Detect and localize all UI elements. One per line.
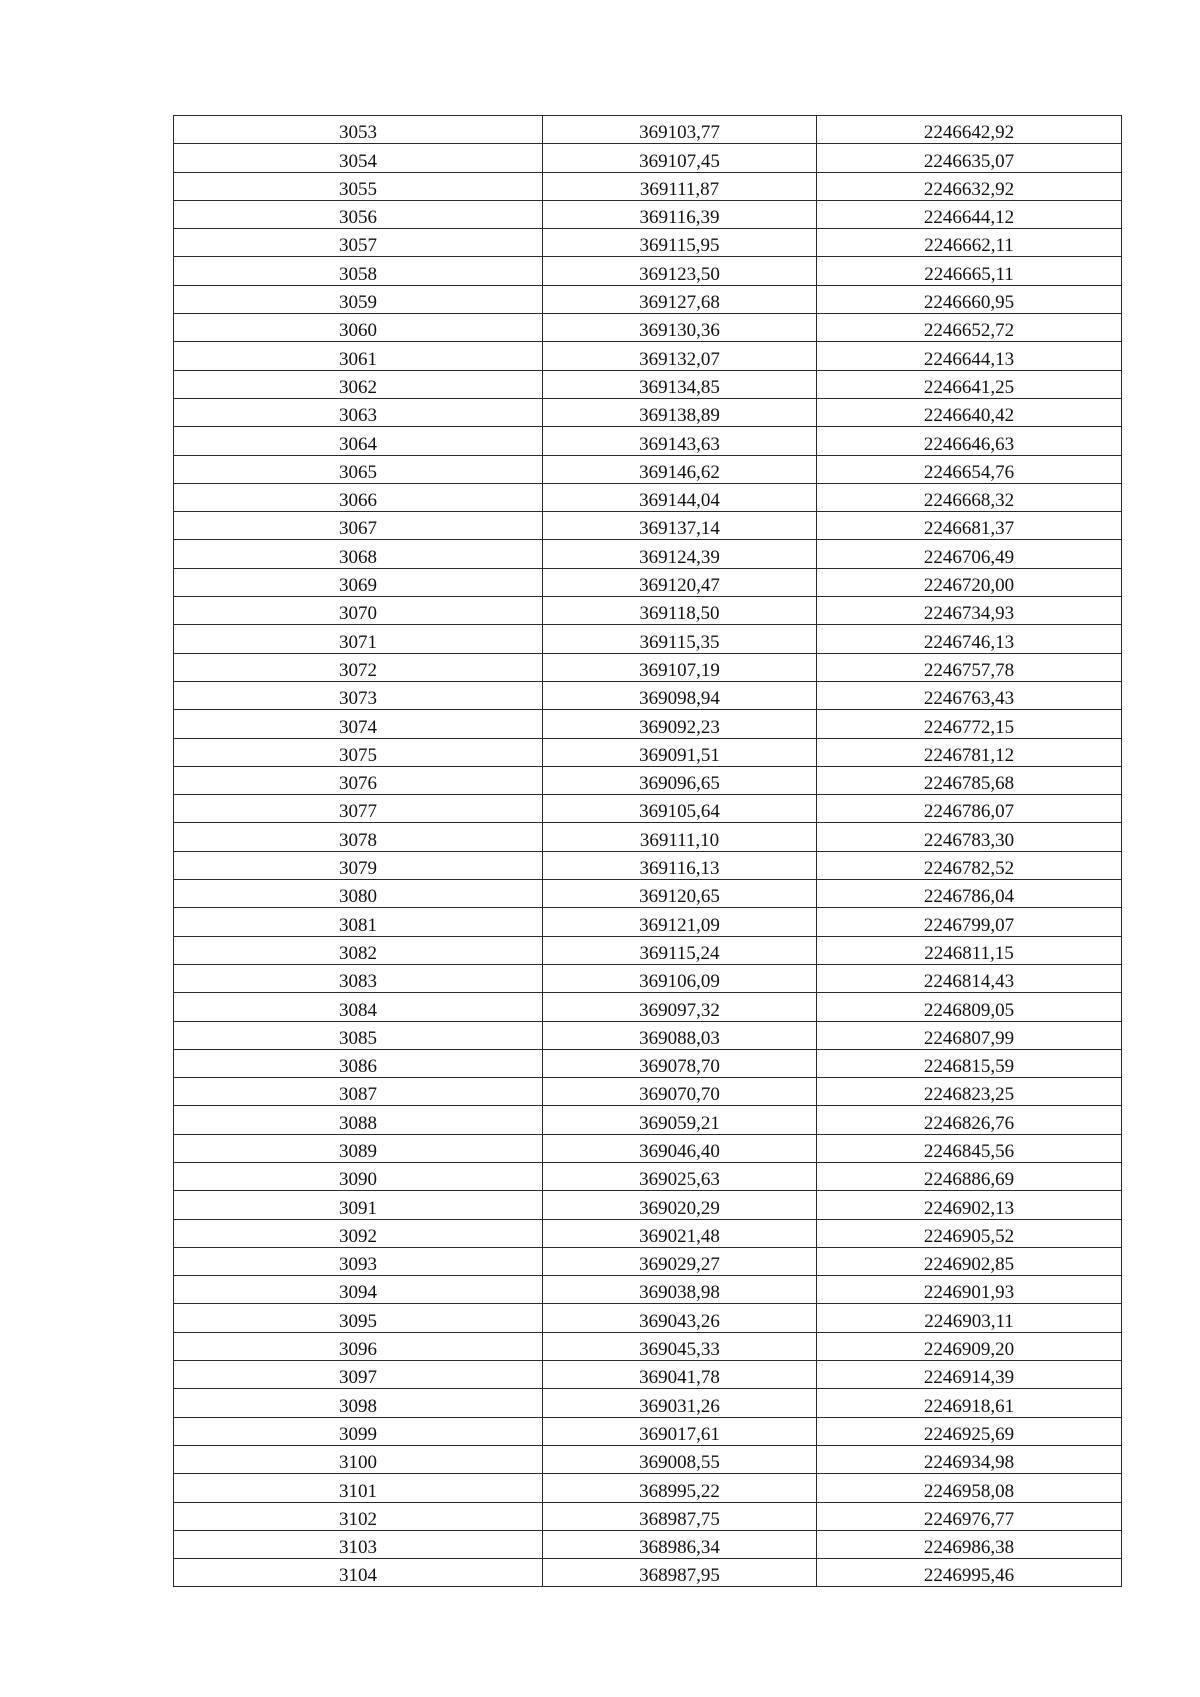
table-row [174, 625, 1122, 653]
y-coordinate-cell: 2246757,78 [817, 653, 1122, 681]
x-coordinate-cell: 369116,13 [543, 851, 817, 879]
x-coordinate-cell: 369078,70 [543, 1049, 817, 1077]
y-coordinate-cell: 2246681,37 [817, 512, 1122, 540]
x-coordinate-cell: 369146,62 [543, 455, 817, 483]
point-number-cell: 3080 [174, 880, 543, 908]
x-coordinate-cell: 369121,09 [543, 908, 817, 936]
y-coordinate-cell: 2246781,12 [817, 738, 1122, 766]
point-number-cell: 3104 [174, 1559, 543, 1587]
x-coordinate-cell: 369123,50 [543, 257, 817, 285]
point-number-cell: 3064 [174, 427, 543, 455]
table-row [174, 568, 1122, 596]
x-coordinate-cell: 369143,63 [543, 427, 817, 455]
y-coordinate-cell: 2246934,98 [817, 1445, 1122, 1473]
point-number-cell: 3056 [174, 200, 543, 228]
point-number-cell: 3069 [174, 568, 543, 596]
x-coordinate-cell: 369115,95 [543, 229, 817, 257]
table-row [174, 370, 1122, 398]
table-row [174, 795, 1122, 823]
y-coordinate-cell: 2246641,25 [817, 370, 1122, 398]
y-coordinate-cell: 2246995,46 [817, 1559, 1122, 1587]
y-coordinate-cell: 2246799,07 [817, 908, 1122, 936]
y-coordinate-cell: 2246662,11 [817, 229, 1122, 257]
y-coordinate-cell: 2246902,13 [817, 1191, 1122, 1219]
point-number-cell: 3085 [174, 1021, 543, 1049]
table-row [174, 1078, 1122, 1106]
table-row [174, 540, 1122, 568]
point-number-cell: 3091 [174, 1191, 543, 1219]
y-coordinate-cell: 2246905,52 [817, 1219, 1122, 1247]
point-number-cell: 3073 [174, 681, 543, 709]
table-row [174, 512, 1122, 540]
point-number-cell: 3084 [174, 993, 543, 1021]
x-coordinate-cell: 369103,77 [543, 116, 817, 144]
point-number-cell: 3076 [174, 766, 543, 794]
x-coordinate-cell: 369041,78 [543, 1361, 817, 1389]
x-coordinate-cell: 369111,87 [543, 172, 817, 200]
x-coordinate-cell: 369105,64 [543, 795, 817, 823]
point-number-cell: 3096 [174, 1332, 543, 1360]
point-number-cell: 3099 [174, 1417, 543, 1445]
table-row [174, 823, 1122, 851]
table-row [174, 427, 1122, 455]
x-coordinate-cell: 368987,75 [543, 1502, 817, 1530]
x-coordinate-cell: 369111,10 [543, 823, 817, 851]
x-coordinate-cell: 369107,19 [543, 653, 817, 681]
x-coordinate-cell: 368995,22 [543, 1474, 817, 1502]
table-row [174, 455, 1122, 483]
x-coordinate-cell: 369116,39 [543, 200, 817, 228]
table-row [174, 1389, 1122, 1417]
y-coordinate-cell: 2246786,04 [817, 880, 1122, 908]
table-row [174, 1219, 1122, 1247]
x-coordinate-cell: 369137,14 [543, 512, 817, 540]
table-row [174, 1332, 1122, 1360]
table-row [174, 1361, 1122, 1389]
point-number-cell: 3090 [174, 1162, 543, 1190]
point-number-cell: 3102 [174, 1502, 543, 1530]
x-coordinate-cell: 369107,45 [543, 144, 817, 172]
table-row [174, 257, 1122, 285]
table-row [174, 1304, 1122, 1332]
table-row [174, 1021, 1122, 1049]
y-coordinate-cell: 2246632,92 [817, 172, 1122, 200]
x-coordinate-cell: 369008,55 [543, 1445, 817, 1473]
x-coordinate-cell: 369097,32 [543, 993, 817, 1021]
table-row [174, 1106, 1122, 1134]
point-number-cell: 3066 [174, 483, 543, 511]
y-coordinate-cell: 2246958,08 [817, 1474, 1122, 1502]
y-coordinate-cell: 2246706,49 [817, 540, 1122, 568]
point-number-cell: 3054 [174, 144, 543, 172]
point-number-cell: 3078 [174, 823, 543, 851]
y-coordinate-cell: 2246903,11 [817, 1304, 1122, 1332]
point-number-cell: 3081 [174, 908, 543, 936]
x-coordinate-cell: 369029,27 [543, 1247, 817, 1275]
y-coordinate-cell: 2246772,15 [817, 710, 1122, 738]
table-row [174, 1530, 1122, 1558]
table-row [174, 738, 1122, 766]
point-number-cell: 3074 [174, 710, 543, 738]
x-coordinate-cell: 369031,26 [543, 1389, 817, 1417]
table-row [174, 483, 1122, 511]
table-row [174, 880, 1122, 908]
x-coordinate-cell: 369088,03 [543, 1021, 817, 1049]
x-coordinate-cell: 369138,89 [543, 398, 817, 426]
point-number-cell: 3092 [174, 1219, 543, 1247]
table-row [174, 681, 1122, 709]
point-number-cell: 3057 [174, 229, 543, 257]
x-coordinate-cell: 369038,98 [543, 1276, 817, 1304]
x-coordinate-cell: 369120,47 [543, 568, 817, 596]
point-number-cell: 3103 [174, 1530, 543, 1558]
x-coordinate-cell: 369106,09 [543, 964, 817, 992]
table-row [174, 398, 1122, 426]
table-row [174, 1445, 1122, 1473]
y-coordinate-cell: 2246814,43 [817, 964, 1122, 992]
point-number-cell: 3065 [174, 455, 543, 483]
y-coordinate-cell: 2246807,99 [817, 1021, 1122, 1049]
table-row [174, 851, 1122, 879]
point-number-cell: 3061 [174, 342, 543, 370]
table-row [174, 1247, 1122, 1275]
table-row [174, 229, 1122, 257]
y-coordinate-cell: 2246642,92 [817, 116, 1122, 144]
point-number-cell: 3067 [174, 512, 543, 540]
point-number-cell: 3060 [174, 314, 543, 342]
y-coordinate-cell: 2246901,93 [817, 1276, 1122, 1304]
point-number-cell: 3062 [174, 370, 543, 398]
y-coordinate-cell: 2246976,77 [817, 1502, 1122, 1530]
table-row [174, 1502, 1122, 1530]
table-row [174, 1559, 1122, 1587]
point-number-cell: 3082 [174, 936, 543, 964]
y-coordinate-cell: 2246646,63 [817, 427, 1122, 455]
point-number-cell: 3093 [174, 1247, 543, 1275]
point-number-cell: 3095 [174, 1304, 543, 1332]
x-coordinate-cell: 368987,95 [543, 1559, 817, 1587]
x-coordinate-cell: 369115,35 [543, 625, 817, 653]
coordinates-table-body [174, 116, 1122, 1587]
point-number-cell: 3079 [174, 851, 543, 879]
table-row [174, 285, 1122, 313]
coordinates-table [173, 115, 1122, 1587]
y-coordinate-cell: 2246654,76 [817, 455, 1122, 483]
point-number-cell: 3059 [174, 285, 543, 313]
table-row [174, 908, 1122, 936]
x-coordinate-cell: 369144,04 [543, 483, 817, 511]
table-row [174, 1162, 1122, 1190]
y-coordinate-cell: 2246826,76 [817, 1106, 1122, 1134]
x-coordinate-cell: 369021,48 [543, 1219, 817, 1247]
y-coordinate-cell: 2246720,00 [817, 568, 1122, 596]
point-number-cell: 3077 [174, 795, 543, 823]
point-number-cell: 3068 [174, 540, 543, 568]
y-coordinate-cell: 2246665,11 [817, 257, 1122, 285]
y-coordinate-cell: 2246986,38 [817, 1530, 1122, 1558]
table-row [174, 710, 1122, 738]
y-coordinate-cell: 2246845,56 [817, 1134, 1122, 1162]
y-coordinate-cell: 2246815,59 [817, 1049, 1122, 1077]
point-number-cell: 3087 [174, 1078, 543, 1106]
y-coordinate-cell: 2246809,05 [817, 993, 1122, 1021]
x-coordinate-cell: 369118,50 [543, 597, 817, 625]
y-coordinate-cell: 2246644,13 [817, 342, 1122, 370]
y-coordinate-cell: 2246763,43 [817, 681, 1122, 709]
x-coordinate-cell: 369043,26 [543, 1304, 817, 1332]
point-number-cell: 3083 [174, 964, 543, 992]
table-row [174, 766, 1122, 794]
table-row [174, 964, 1122, 992]
table-row [174, 172, 1122, 200]
x-coordinate-cell: 369059,21 [543, 1106, 817, 1134]
x-coordinate-cell: 369092,23 [543, 710, 817, 738]
point-number-cell: 3098 [174, 1389, 543, 1417]
table-row [174, 1474, 1122, 1502]
table-row [174, 144, 1122, 172]
x-coordinate-cell: 369020,29 [543, 1191, 817, 1219]
y-coordinate-cell: 2246886,69 [817, 1162, 1122, 1190]
point-number-cell: 3097 [174, 1361, 543, 1389]
y-coordinate-cell: 2246660,95 [817, 285, 1122, 313]
y-coordinate-cell: 2246668,32 [817, 483, 1122, 511]
y-coordinate-cell: 2246909,20 [817, 1332, 1122, 1360]
table-row [174, 342, 1122, 370]
x-coordinate-cell: 369127,68 [543, 285, 817, 313]
y-coordinate-cell: 2246914,39 [817, 1361, 1122, 1389]
y-coordinate-cell: 2246902,85 [817, 1247, 1122, 1275]
point-number-cell: 3055 [174, 172, 543, 200]
table-row [174, 1191, 1122, 1219]
x-coordinate-cell: 369025,63 [543, 1162, 817, 1190]
table-row [174, 993, 1122, 1021]
y-coordinate-cell: 2246640,42 [817, 398, 1122, 426]
x-coordinate-cell: 369017,61 [543, 1417, 817, 1445]
point-number-cell: 3101 [174, 1474, 543, 1502]
x-coordinate-cell: 368986,34 [543, 1530, 817, 1558]
x-coordinate-cell: 369096,65 [543, 766, 817, 794]
x-coordinate-cell: 369124,39 [543, 540, 817, 568]
y-coordinate-cell: 2246652,72 [817, 314, 1122, 342]
x-coordinate-cell: 369046,40 [543, 1134, 817, 1162]
x-coordinate-cell: 369091,51 [543, 738, 817, 766]
point-number-cell: 3072 [174, 653, 543, 681]
y-coordinate-cell: 2246635,07 [817, 144, 1122, 172]
x-coordinate-cell: 369132,07 [543, 342, 817, 370]
table-row [174, 314, 1122, 342]
y-coordinate-cell: 2246823,25 [817, 1078, 1122, 1106]
point-number-cell: 3100 [174, 1445, 543, 1473]
x-coordinate-cell: 369120,65 [543, 880, 817, 908]
point-number-cell: 3070 [174, 597, 543, 625]
point-number-cell: 3053 [174, 116, 543, 144]
y-coordinate-cell: 2246783,30 [817, 823, 1122, 851]
x-coordinate-cell: 369098,94 [543, 681, 817, 709]
y-coordinate-cell: 2246734,93 [817, 597, 1122, 625]
table-row [174, 1134, 1122, 1162]
x-coordinate-cell: 369130,36 [543, 314, 817, 342]
point-number-cell: 3058 [174, 257, 543, 285]
table-row [174, 597, 1122, 625]
x-coordinate-cell: 369134,85 [543, 370, 817, 398]
x-coordinate-cell: 369045,33 [543, 1332, 817, 1360]
table-row [174, 936, 1122, 964]
point-number-cell: 3086 [174, 1049, 543, 1077]
table-row [174, 653, 1122, 681]
y-coordinate-cell: 2246811,15 [817, 936, 1122, 964]
point-number-cell: 3089 [174, 1134, 543, 1162]
table-row [174, 1417, 1122, 1445]
table-row [174, 1276, 1122, 1304]
x-coordinate-cell: 369115,24 [543, 936, 817, 964]
x-coordinate-cell: 369070,70 [543, 1078, 817, 1106]
table-row [174, 116, 1122, 144]
y-coordinate-cell: 2246918,61 [817, 1389, 1122, 1417]
y-coordinate-cell: 2246644,12 [817, 200, 1122, 228]
point-number-cell: 3088 [174, 1106, 543, 1134]
y-coordinate-cell: 2246782,52 [817, 851, 1122, 879]
point-number-cell: 3071 [174, 625, 543, 653]
point-number-cell: 3094 [174, 1276, 543, 1304]
y-coordinate-cell: 2246925,69 [817, 1417, 1122, 1445]
table-row [174, 1049, 1122, 1077]
y-coordinate-cell: 2246786,07 [817, 795, 1122, 823]
point-number-cell: 3075 [174, 738, 543, 766]
table-row [174, 200, 1122, 228]
y-coordinate-cell: 2246785,68 [817, 766, 1122, 794]
point-number-cell: 3063 [174, 398, 543, 426]
y-coordinate-cell: 2246746,13 [817, 625, 1122, 653]
